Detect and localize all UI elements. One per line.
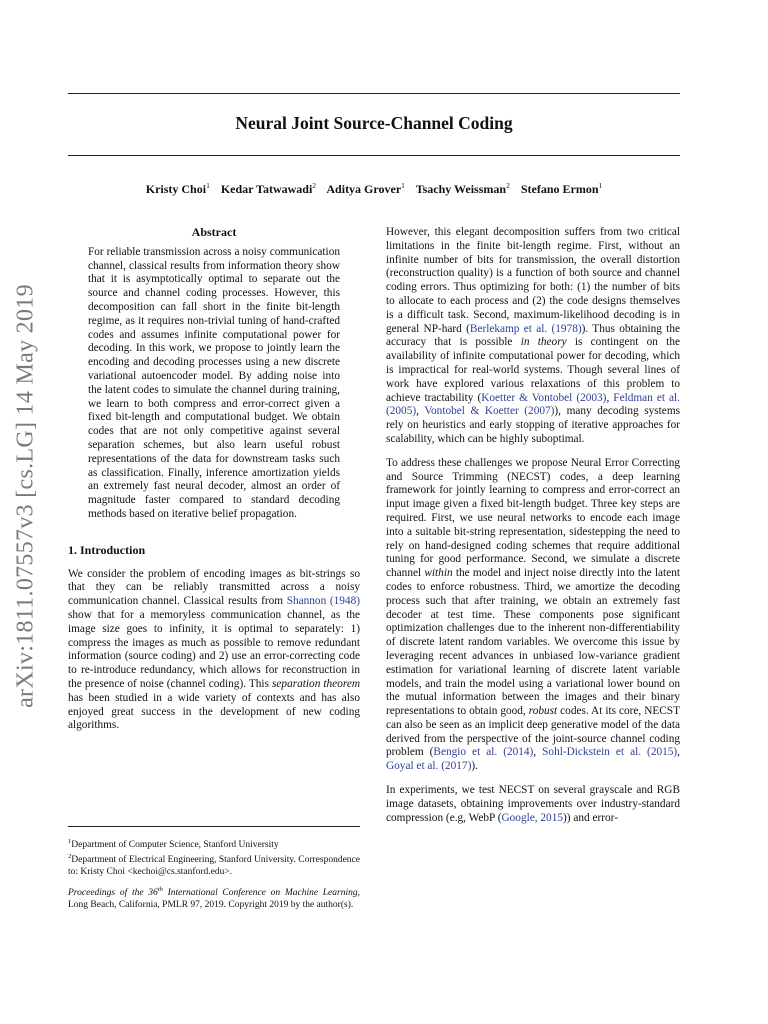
author <box>521 182 602 196</box>
author <box>221 182 324 196</box>
footnote-text: Department of Computer Science, Stanford University <box>71 840 279 851</box>
text-run: has been studied in a wide variety of contexts and has also enjoyed great success in the development of new coding algorithms. <box>68 691 360 732</box>
author-name: Kedar Tatwawadi <box>220 182 313 196</box>
emphasis: separation theorem <box>272 677 360 690</box>
text-run: , <box>533 746 543 759</box>
intro-paragraph <box>68 568 360 734</box>
text-run: , <box>677 746 680 759</box>
text-run: , Long Beach, California, PMLR 97, 2019. Copyright 2019 by the author(s). <box>68 888 360 911</box>
author <box>416 182 518 196</box>
text-run: To address these challenges we propose Neural Error Correcting and Source Trimming (NECST) codes, a deep learning framework for jointly learning to compress and error-correct an input image given a fixed bit-length budget. Three key steps are required. First, we use neural networks to encode each image into a suitable bit-string representation, sidestepping the need to rely on hand-designed coding schemes that require additional tuning for good performance. Second, we simulate a discrete channel <box>386 456 680 580</box>
text-run: In experiments, we test NECST on several grayscale and RGB image datasets, obtaining improvements over industry-standard compression (e.g, WebP ( <box>386 784 680 824</box>
citation-link[interactable]: Berlekamp et al. (1978) <box>469 322 582 335</box>
text-run: is contingent on the availability of infinite computational power for decoding, which is impractical for real-world systems. Though several lines of work have explored various relaxations of this problem to achieve tractability ( <box>386 336 680 404</box>
citation-link[interactable]: Feldman et al. (2005) <box>386 391 680 418</box>
body-paragraph <box>386 457 680 774</box>
author <box>146 182 218 196</box>
title-rule-top <box>68 93 680 94</box>
text-run: , <box>416 405 425 418</box>
section-heading-introduction: 1. Introduction <box>68 542 146 557</box>
text-run: ). <box>471 760 478 773</box>
citation-link[interactable]: Google, 2015 <box>501 811 563 824</box>
text-run: However, this elegant decomposition suffers from two critical limitations in the finite bit-length regime. First, without an infinite number of bits for transmission, the overall distortion (reconstruction quality) is a function of both source and channel coding errors. Thus optimizing for both: (1) the number of bits to allocate to each process and (2) the code designs themselves is a difficult task. Second, maximum-likelihood decoding is in general NP-hard ( <box>386 226 680 335</box>
superscript: th <box>157 886 163 894</box>
author-affiliation: 2 <box>506 181 510 190</box>
footnote-marker: 1 <box>68 838 72 845</box>
author-name: Kristy Choi <box>145 182 207 196</box>
proceedings-notice <box>68 884 360 911</box>
author-affiliation: 1 <box>598 181 603 190</box>
text-run: show that for a memoryless communication channel, as the image size goes to infinity, it is optimal to separately: 1) compress the images as much as possible to remove redundant information (source coding) and 2) use an error-correcting code to re-introduce redundancy, which allows for reconstruction in the presence of noise (channel coding). This <box>68 608 360 690</box>
footnote-1 <box>68 836 360 851</box>
text-run: ). Thus obtaining the accuracy that is possible <box>386 322 680 349</box>
abstract-body: For reliable transmission across a noisy communication channel, classical results from information theory show that it is asymptotically optimal to separate out the source and channel coding processes. However, this decomposition can fall short in the finite bit-length regime, as it requires non-trivial tuning of hand-crafted codes and assumes infinite computational power for decoding. In this work, we propose to jointly learn the encoding and decoding processes using a new discrete variational autoencoder model. By adding noise into the latent codes to simulate the channel during training, we learn to both compress and error-correct given a fixed bit-length and computational budget. We obtain codes that are not only competitive against several separation schemes, but also learn useful robust representations of the data for downstream tasks such as classification. Finally, inference amortization yields an extremely fast neural decoder, almost an order of magnitude faster compared to standard decoding methods based on iterative belief propagation. <box>88 245 340 520</box>
emphasis: within <box>424 567 453 580</box>
footnotes <box>68 826 360 911</box>
citation-link[interactable]: Sohl-Dickstein et al. (2015) <box>542 746 678 759</box>
right-column <box>386 226 680 825</box>
emphasis: robust <box>528 705 558 718</box>
footnote-2 <box>68 851 360 878</box>
author-name: Aditya Grover <box>326 182 402 196</box>
paper-title: Neural Joint Source-Channel Coding <box>235 113 513 133</box>
author <box>326 182 413 196</box>
author-affiliation: 1 <box>206 181 210 190</box>
arxiv-identifier: arXiv:1811.07557v3 [cs.LG] 14 May 2019 <box>12 284 39 708</box>
body-paragraph <box>386 226 680 447</box>
citation-link[interactable]: Vontobel & Koetter (2007) <box>424 405 555 418</box>
citation-link[interactable]: Shannon (1948) <box>286 595 360 608</box>
footnote-text: Department of Electrical Engineering, Stanford University. Correspondence to: Kristy Choi <kechoi@cs.stanford.edu>. <box>68 855 360 878</box>
abstract-heading: Abstract <box>191 225 237 239</box>
text-run: )) and error- <box>563 811 618 824</box>
text-run: the model and inject noise directly into the latent codes to enforce robustness. Third, we amortize the decoding process such that after training, we obtain an extremely fast decoder at test time. These components pose significant optimization challenges due to the inherent non-differentiability of discrete latent random variables. We overcome this issue by leveraging recent advances in unbiased low-variance gradient estimation for variational learning of discrete latent variable models, and train the model using a variational lower bound on the mutual information between the images and their binary representations to obtain good, <box>386 567 680 718</box>
text-run: Proceedings of the 36 <box>68 888 158 899</box>
text-run: ), many decoding systems rely on heuristics and early stopping of iterative approaches for scalability, which can be highly suboptimal. <box>386 405 681 445</box>
author-affiliation: 2 <box>312 181 317 190</box>
arxiv-watermark <box>6 256 46 736</box>
text-run: International Conference on Machine Learning <box>162 888 358 899</box>
footnote-marker: 2 <box>68 853 72 861</box>
author-affiliation: 1 <box>401 181 405 190</box>
title-rule-bottom <box>68 155 680 156</box>
body-paragraph <box>386 784 680 825</box>
emphasis: in theory <box>520 336 567 349</box>
text-run: codes. At its core, NECST can also be seen as an implicit deep generative model of the data derived from the perspective of the joint-source channel coding problem ( <box>386 705 680 759</box>
author-name: Stefano Ermon <box>520 182 599 196</box>
citation-link[interactable]: Bengio et al. (2014) <box>433 746 534 759</box>
author-list <box>68 181 680 197</box>
text-run: , <box>606 391 614 404</box>
left-column <box>68 226 360 733</box>
text-run: We consider the problem of encoding images as bit-strings so that they can be reliably transmitted across a noisy communication channel. Classical results from <box>68 567 360 608</box>
author-name: Tsachy Weissman <box>415 182 507 196</box>
citation-link[interactable]: Koetter & Vontobel (2003) <box>481 391 607 404</box>
citation-link[interactable]: Goyal et al. (2017) <box>386 760 472 773</box>
